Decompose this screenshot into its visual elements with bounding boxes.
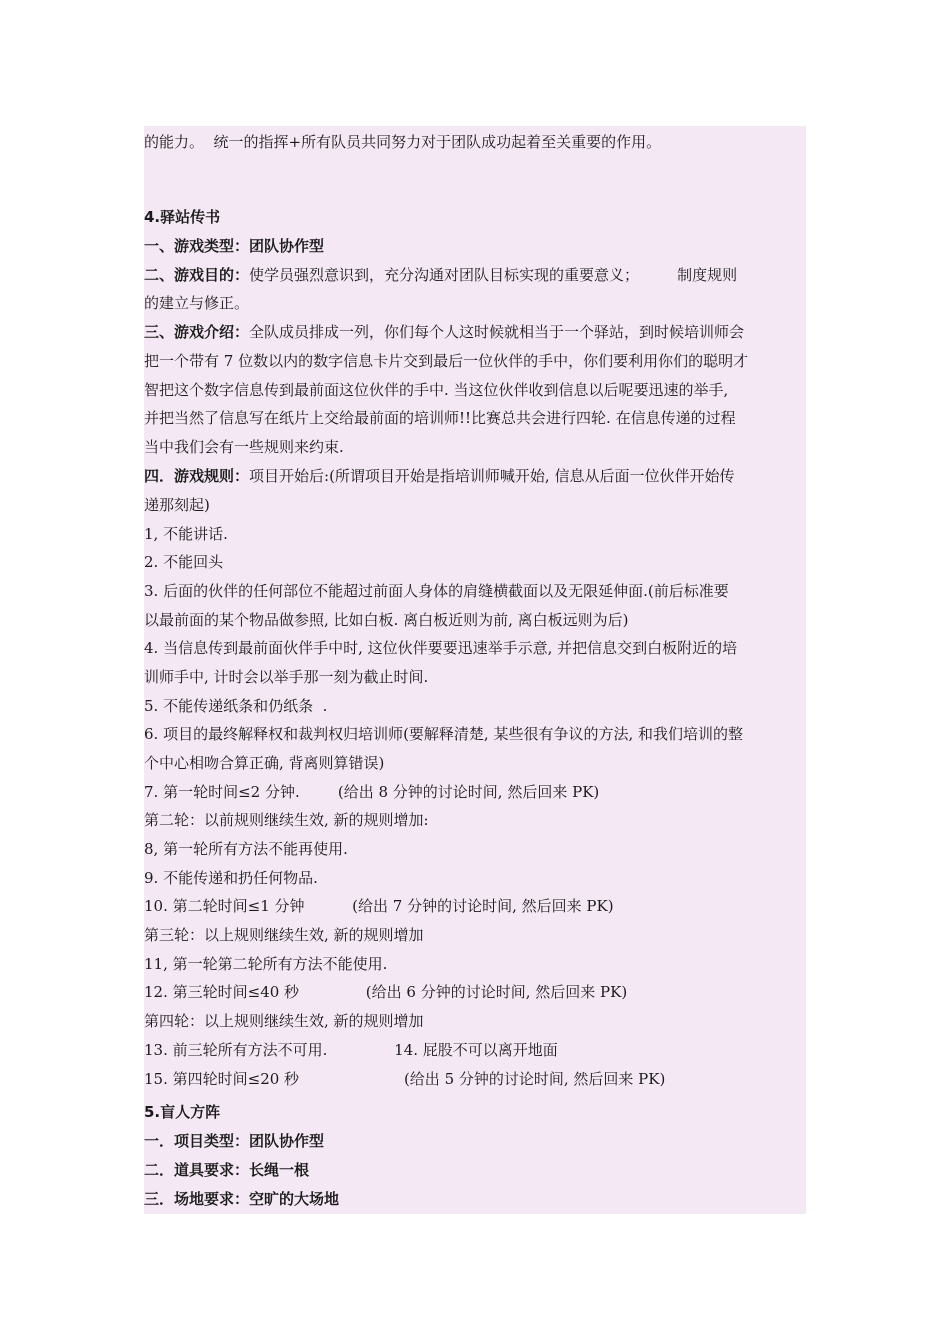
rule-12: 12. 第三轮时间≤40 秒 (给出 6 分钟的讨论时间, 然后回来 PK) <box>144 983 628 1001</box>
rule-10: 10. 第二轮时间≤1 分钟 (给出 7 分钟的讨论时间, 然后回来 PK) <box>144 897 614 915</box>
rule-3-line-1: 3. 后面的伙伴的任何部位不能超过前面人身体的肩缝横截面以及无限延伸面.(前后标准要 <box>144 582 729 600</box>
document-page <box>144 126 806 1214</box>
game-rules-label: 四．游戏规则： <box>144 467 250 485</box>
rule-13-14: 13. 前三轮所有方法不可用. 14. 屁股不可以离开地面 <box>144 1041 558 1059</box>
round-3-heading: 第三轮：以上规则继续生效, 新的规则增加 <box>144 926 424 944</box>
project-type-heading: 一．项目类型：团队协作型 <box>144 1132 325 1150</box>
game-purpose-text: 使学员强烈意识到，充分沟通对团队目标实现的重要意义； 制度规则 <box>249 266 738 284</box>
game-intro-line-2: 把一个带有 7 位数以内的数字信息卡片交到最后一位伙伴的手中，你们要利用你们的聪明才 <box>144 352 749 370</box>
game-intro-text: 全队成员排成一列，你们每个人这时候就相当于一个驿站，到时候培训师会 <box>249 323 745 341</box>
rule-3-line-2: 以最前面的某个物品做参照, 比如白板. 离白板近则为前, 离白板远则为后) <box>144 611 629 629</box>
props-heading: 二．道具要求：长绳一根 <box>144 1161 310 1179</box>
rule-4-line-2: 训师手中, 计时会以举手那一刻为截止时间. <box>144 668 429 686</box>
game-purpose-line-2: 的建立与修正。 <box>144 294 250 312</box>
section-title-5: 5.盲人方阵 <box>144 1103 221 1121</box>
game-rules-line-2: 递那刻起) <box>144 496 210 514</box>
intro-line: 的能力。 统一的指挥+所有队员共同努力对于团队成功起着至关重要的作用。 <box>144 133 662 151</box>
game-rules-text: 项目开始后:(所谓项目开始是指培训师喊开始, 信息从后面一位伙伴开始传 <box>249 467 735 485</box>
rule-4-line-1: 4. 当信息传到最前面伙伴手中时, 这位伙伴要要迅速举手示意, 并把信息交到白板附近的培 <box>144 639 738 657</box>
game-intro-line-3: 智把这个数字信息传到最前面这位伙伴的手中. 当这位伙伴收到信息以后呢要迅速的举手, <box>144 381 729 399</box>
game-intro-line-1 <box>144 322 744 342</box>
rule-9: 9. 不能传递和扔任何物品. <box>144 869 318 887</box>
rule-6-line-1: 6. 项目的最终解释权和裁判权归培训师(要解释清楚, 某些很有争议的方法, 和我们培训的整 <box>144 725 744 743</box>
rule-1: 1, 不能讲话. <box>144 525 228 543</box>
round-2-heading: 第二轮：以前规则继续生效, 新的规则增加: <box>144 811 429 829</box>
game-rules-line-1 <box>144 466 734 486</box>
game-intro-line-4: 并把当然了信息写在纸片上交给最前面的培训师!!比赛总共会进行四轮. 在信息传递的过程 <box>144 409 736 427</box>
game-type-heading: 一、游戏类型：团队协作型 <box>144 237 325 255</box>
round-4-heading: 第四轮：以上规则继续生效, 新的规则增加 <box>144 1012 424 1030</box>
game-intro-label: 三、游戏介绍： <box>144 323 250 341</box>
rule-15: 15. 第四轮时间≤20 秒 (给出 5 分钟的讨论时间, 然后回来 PK) <box>144 1070 666 1088</box>
game-purpose-line-1 <box>144 265 737 285</box>
rule-2: 2. 不能回头 <box>144 553 224 571</box>
rule-6-line-2: 个中心相吻合算正确, 背离则算错误) <box>144 754 385 772</box>
rule-11: 11, 第一轮第二轮所有方法不能使用. <box>144 955 388 973</box>
section-title-4: 4.驿站传书 <box>144 208 221 226</box>
venue-heading: 三．场地要求：空旷的大场地 <box>144 1190 340 1208</box>
game-purpose-label: 二、游戏目的： <box>144 266 250 284</box>
rule-7: 7. 第一轮时间≤2 分钟. (给出 8 分钟的讨论时间, 然后回来 PK) <box>144 783 600 801</box>
rule-8: 8, 第一轮所有方法不能再使用. <box>144 840 348 858</box>
rule-5: 5. 不能传递纸条和仍纸条 . <box>144 697 328 715</box>
game-intro-line-5: 当中我们会有一些规则来约束. <box>144 438 344 456</box>
